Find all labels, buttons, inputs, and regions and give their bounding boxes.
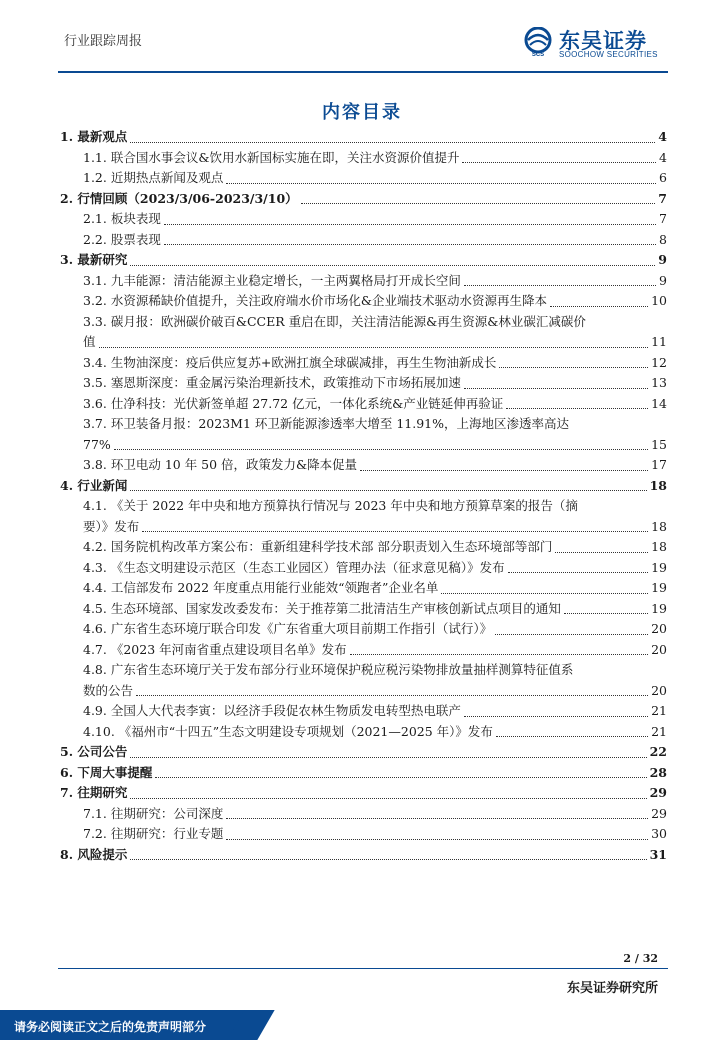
toc-leader-dots xyxy=(495,634,648,635)
toc-leader-dots xyxy=(555,552,648,553)
toc-entry-number: 4. xyxy=(60,477,74,493)
toc-entry-page: 21 xyxy=(651,703,667,718)
report-type-label: 行业跟踪周报 xyxy=(64,34,143,49)
toc-entry-number: 3.4. xyxy=(83,354,107,370)
header-divider xyxy=(58,71,668,73)
toc-entry[interactable] xyxy=(60,414,667,455)
toc-entry-title-continued: 数的公告 xyxy=(83,682,134,698)
logo-english-name: SOOCHOW SECURITIES xyxy=(559,50,658,59)
toc-entry-title: 生物油深度：疫后供应复苏+欧洲扛旗全球碳减排，再生生物油新成长 xyxy=(110,354,497,370)
toc-leader-dots xyxy=(130,490,646,491)
toc-entry-title: 近期热点新闻及观点 xyxy=(110,170,224,185)
toc-leader-dots xyxy=(226,183,656,184)
toc-entry-page: 19 xyxy=(651,600,667,616)
toc-entry-number: 3.8. xyxy=(83,457,107,472)
toc-entry-number: 4.8. xyxy=(83,662,107,677)
page-number: 2 / 32 xyxy=(623,952,658,965)
toc-entry-number: 3.7. xyxy=(83,416,107,431)
toc-entry-page: 29 xyxy=(649,785,667,800)
toc-entry-page: 13 xyxy=(651,375,667,390)
toc-entry-number: 2.2. xyxy=(83,231,107,247)
toc-leader-dots xyxy=(360,470,648,471)
toc-entry-page: 18 xyxy=(651,539,667,554)
toc-entry-title: 最新观点 xyxy=(77,129,128,144)
toc-leader-dots xyxy=(142,531,648,532)
toc-leader-dots xyxy=(130,757,646,758)
toc-entry-title: 《2023 年河南省重点建设项目名单》发布 xyxy=(110,641,347,657)
toc-entry-title-continued: 值 xyxy=(83,334,96,349)
toc-entry-page: 15 xyxy=(651,436,667,452)
toc-entry[interactable] xyxy=(60,209,667,230)
toc-leader-dots xyxy=(464,285,656,286)
toc-section[interactable] xyxy=(60,189,667,210)
toc-entry-number: 1.1. xyxy=(83,149,107,165)
toc-entry-title-continued: 要）》发布 xyxy=(83,518,140,534)
toc-entry-title: 往期研究：公司深度 xyxy=(110,805,224,821)
table-of-contents xyxy=(60,127,667,865)
toc-leader-dots xyxy=(499,367,648,368)
toc-entry-page: 20 xyxy=(651,641,667,657)
toc-entry-page: 17 xyxy=(651,457,667,472)
toc-entry-number: 4.7. xyxy=(83,641,107,657)
toc-entry-title: 行情回顾（2023/3/06-2023/3/10） xyxy=(77,190,298,206)
disclaimer-text: 请务必阅读正文之后的免责声明部分 xyxy=(14,1020,207,1034)
toc-section[interactable] xyxy=(60,476,667,497)
toc-entry-page: 7 xyxy=(659,211,667,226)
toc-entry-title: 工信部发布 2022 年度重点用能行业能效“领跑者”企业名单 xyxy=(110,580,439,595)
toc-entry-title: 行业新闻 xyxy=(77,477,128,493)
toc-entry-number: 4.6. xyxy=(83,621,107,636)
toc-entry-number: 7. xyxy=(60,785,74,800)
toc-leader-dots xyxy=(130,265,655,266)
toc-entry[interactable] xyxy=(60,660,667,701)
toc-entry-number: 4.1. xyxy=(83,498,107,513)
research-institute: 东吴证券研究所 xyxy=(566,981,658,996)
logo-name: 东吴证券 xyxy=(559,29,647,53)
toc-leader-dots xyxy=(464,388,648,389)
footer-divider xyxy=(58,968,668,969)
toc-entry-title: 广东省生态环境厅联合印发《广东省重大项目前期工作指引（试行）》 xyxy=(110,621,493,636)
toc-entry[interactable] xyxy=(60,168,667,189)
toc-entry-number: 4.9. xyxy=(83,703,107,718)
toc-entry[interactable] xyxy=(60,701,667,722)
toc-entry-title: 仕净科技：光伏新签单超 27.72 亿元，一体化系统&产业链延伸再验证 xyxy=(110,395,504,411)
toc-entry-number: 2.1. xyxy=(83,211,107,226)
toc-leader-dots xyxy=(114,449,648,450)
toc-leader-dots xyxy=(155,777,646,778)
toc-entry[interactable] xyxy=(60,291,667,312)
toc-entry-page: 29 xyxy=(651,805,667,821)
toc-entry[interactable] xyxy=(60,619,667,640)
toc-leader-dots xyxy=(164,244,656,245)
toc-entry-number: 1.2. xyxy=(83,170,107,185)
company-logo xyxy=(523,25,673,63)
toc-title: 内容目录 xyxy=(322,102,402,123)
toc-leader-dots xyxy=(130,859,646,860)
toc-entry[interactable] xyxy=(60,230,667,251)
toc-entry-page: 8 xyxy=(659,231,667,247)
toc-entry-number: 7.2. xyxy=(83,826,107,841)
toc-entry[interactable] xyxy=(60,824,667,845)
toc-leader-dots xyxy=(164,224,656,225)
toc-entry-title: 往期研究：行业专题 xyxy=(110,826,224,841)
toc-entry[interactable] xyxy=(60,271,667,292)
toc-section[interactable] xyxy=(60,783,667,804)
toc-leader-dots xyxy=(564,613,648,614)
toc-entry-number: 7.1. xyxy=(83,805,107,821)
toc-entry-page: 28 xyxy=(649,764,667,780)
toc-entry-page: 9 xyxy=(659,272,667,288)
toc-entry-title: 《关于 2022 年中央和地方预算执行情况与 2023 年中央和地方预算草案的报告（摘 xyxy=(110,498,578,513)
toc-entry-page: 22 xyxy=(649,744,667,759)
toc-section[interactable] xyxy=(60,845,667,866)
toc-leader-dots xyxy=(226,839,648,840)
toc-entry[interactable] xyxy=(60,394,667,415)
toc-entry-page: 6 xyxy=(659,170,667,185)
logo-mark-text: SCS xyxy=(531,52,545,57)
toc-entry[interactable] xyxy=(60,148,667,169)
toc-entry-title: 广东省生态环境厅关于发布部分行业环境保护税应税污染物排放量抽样测算特征值系 xyxy=(110,662,574,677)
toc-entry-page: 4 xyxy=(659,149,667,165)
toc-entry-number: 4.5. xyxy=(83,600,107,616)
toc-entry-number: 4.4. xyxy=(83,580,107,595)
toc-entry-number: 3.1. xyxy=(83,272,107,288)
toc-entry-number: 4.3. xyxy=(83,559,107,575)
toc-entry-title-continued: 77% xyxy=(83,436,111,452)
toc-entry-page: 19 xyxy=(651,580,667,595)
toc-entry[interactable] xyxy=(60,804,667,825)
toc-section[interactable] xyxy=(60,763,667,784)
toc-leader-dots xyxy=(99,347,649,348)
toc-entry-page: 18 xyxy=(649,477,667,493)
toc-entry-page: 14 xyxy=(651,395,667,411)
toc-entry-page: 20 xyxy=(651,682,667,698)
toc-entry-title: 板块表现 xyxy=(110,211,161,226)
toc-entry-number: 2. xyxy=(60,190,74,206)
toc-leader-dots xyxy=(464,716,648,717)
toc-leader-dots xyxy=(301,203,656,204)
toc-entry[interactable] xyxy=(60,537,667,558)
toc-entry-number: 8. xyxy=(60,846,74,862)
toc-entry[interactable] xyxy=(60,455,667,476)
toc-entry-title: 最新研究 xyxy=(77,252,128,267)
toc-entry-number: 6. xyxy=(60,764,74,780)
toc-leader-dots xyxy=(441,593,648,594)
toc-entry-number: 3. xyxy=(60,252,74,267)
toc-entry-page: 20 xyxy=(651,621,667,636)
toc-entry-title: 塞恩斯深度：重金属污染治理新技术，政策推动下市场拓展加速 xyxy=(110,375,461,390)
logo-mark-icon xyxy=(523,27,553,57)
toc-entry-title: 联合国水事会议&饮用水新国标实施在即，关注水资源价值提升 xyxy=(110,149,460,165)
toc-entry-page: 11 xyxy=(651,334,667,349)
toc-entry-page: 19 xyxy=(651,559,667,575)
toc-entry-title: 国务院机构改革方案公布：重新组建科学技术部 部分职责划入生态环境部等部门 xyxy=(110,539,553,554)
toc-leader-dots xyxy=(130,142,655,143)
toc-entry-page: 10 xyxy=(651,293,667,308)
toc-entry-number: 3.6. xyxy=(83,395,107,411)
toc-entry-page: 4 xyxy=(658,129,667,144)
toc-entry-title: 水资源稀缺价值提升，关注政府端水价市场化&企业端技术驱动水资源再生降本 xyxy=(110,293,547,308)
toc-section[interactable] xyxy=(60,250,667,271)
toc-entry-number: 3.3. xyxy=(83,313,107,329)
toc-entry-title: 碳月报：欧洲碳价破百&CCER 重启在即，关注清洁能源&再生资源&林业碳汇减碳价 xyxy=(110,313,586,329)
toc-entry-title: 往期研究 xyxy=(77,785,128,800)
toc-entry-title: 环卫电动 10 年 50 倍，政策发力&降本促量 xyxy=(110,457,358,472)
toc-entry[interactable] xyxy=(60,578,667,599)
toc-leader-dots xyxy=(226,818,648,819)
toc-leader-dots xyxy=(550,306,648,307)
toc-entry[interactable] xyxy=(60,353,667,374)
toc-entry[interactable] xyxy=(60,312,667,353)
toc-entry-page: 30 xyxy=(651,826,667,841)
toc-entry[interactable] xyxy=(60,599,667,620)
toc-entry[interactable] xyxy=(60,722,667,743)
toc-section[interactable] xyxy=(60,742,667,763)
toc-entry[interactable] xyxy=(60,640,667,661)
toc-entry-title: 公司公告 xyxy=(77,744,128,759)
toc-entry-page: 9 xyxy=(658,252,667,267)
toc-entry-number: 3.2. xyxy=(83,293,107,308)
toc-entry-number: 1. xyxy=(60,129,74,144)
toc-leader-dots xyxy=(496,736,648,737)
toc-leader-dots xyxy=(508,572,648,573)
toc-entry[interactable] xyxy=(60,558,667,579)
toc-leader-dots xyxy=(130,798,646,799)
toc-entry-title: 生态环境部、国家发改委发布：关于推荐第二批清洁生产审核创新试点项目的通知 xyxy=(110,600,561,616)
toc-section[interactable] xyxy=(60,127,667,148)
toc-entry-title: 《福州市“十四五”生态文明建设专项规划（2021—2025 年）》发布 xyxy=(118,723,493,739)
toc-entry-page: 12 xyxy=(651,354,667,370)
toc-entry[interactable] xyxy=(60,496,667,537)
toc-entry-number: 4.10. xyxy=(83,723,115,739)
toc-leader-dots xyxy=(136,695,648,696)
toc-entry[interactable] xyxy=(60,373,667,394)
toc-entry-title: 股票表现 xyxy=(110,231,161,247)
toc-leader-dots xyxy=(506,408,648,409)
toc-leader-dots xyxy=(462,162,656,163)
disclaimer-banner xyxy=(0,1010,246,1040)
toc-entry-number: 4.2. xyxy=(83,539,107,554)
toc-entry-title: 下周大事提醒 xyxy=(77,764,153,780)
toc-entry-number: 3.5. xyxy=(83,375,107,390)
toc-leader-dots xyxy=(350,654,648,655)
toc-entry-title: 《生态文明建设示范区（生态工业园区）管理办法（征求意见稿）》发布 xyxy=(110,559,505,575)
toc-entry-title: 九丰能源：清洁能源主业稳定增长，一主两翼格局打开成长空间 xyxy=(110,272,461,288)
toc-entry-page: 31 xyxy=(649,846,667,862)
toc-entry-title: 环卫装备月报：2023M1 环卫新能源渗透率大增至 11.91%，上海地区渗透率高达 xyxy=(110,416,570,431)
toc-entry-page: 21 xyxy=(651,723,667,739)
toc-entry-number: 5. xyxy=(60,744,74,759)
toc-entry-page: 7 xyxy=(658,190,667,206)
toc-entry-title: 全国人大代表李寅：以经济手段促农林生物质发电转型热电联产 xyxy=(110,703,461,718)
toc-entry-page: 18 xyxy=(651,518,667,534)
toc-entry-title: 风险提示 xyxy=(77,846,128,862)
